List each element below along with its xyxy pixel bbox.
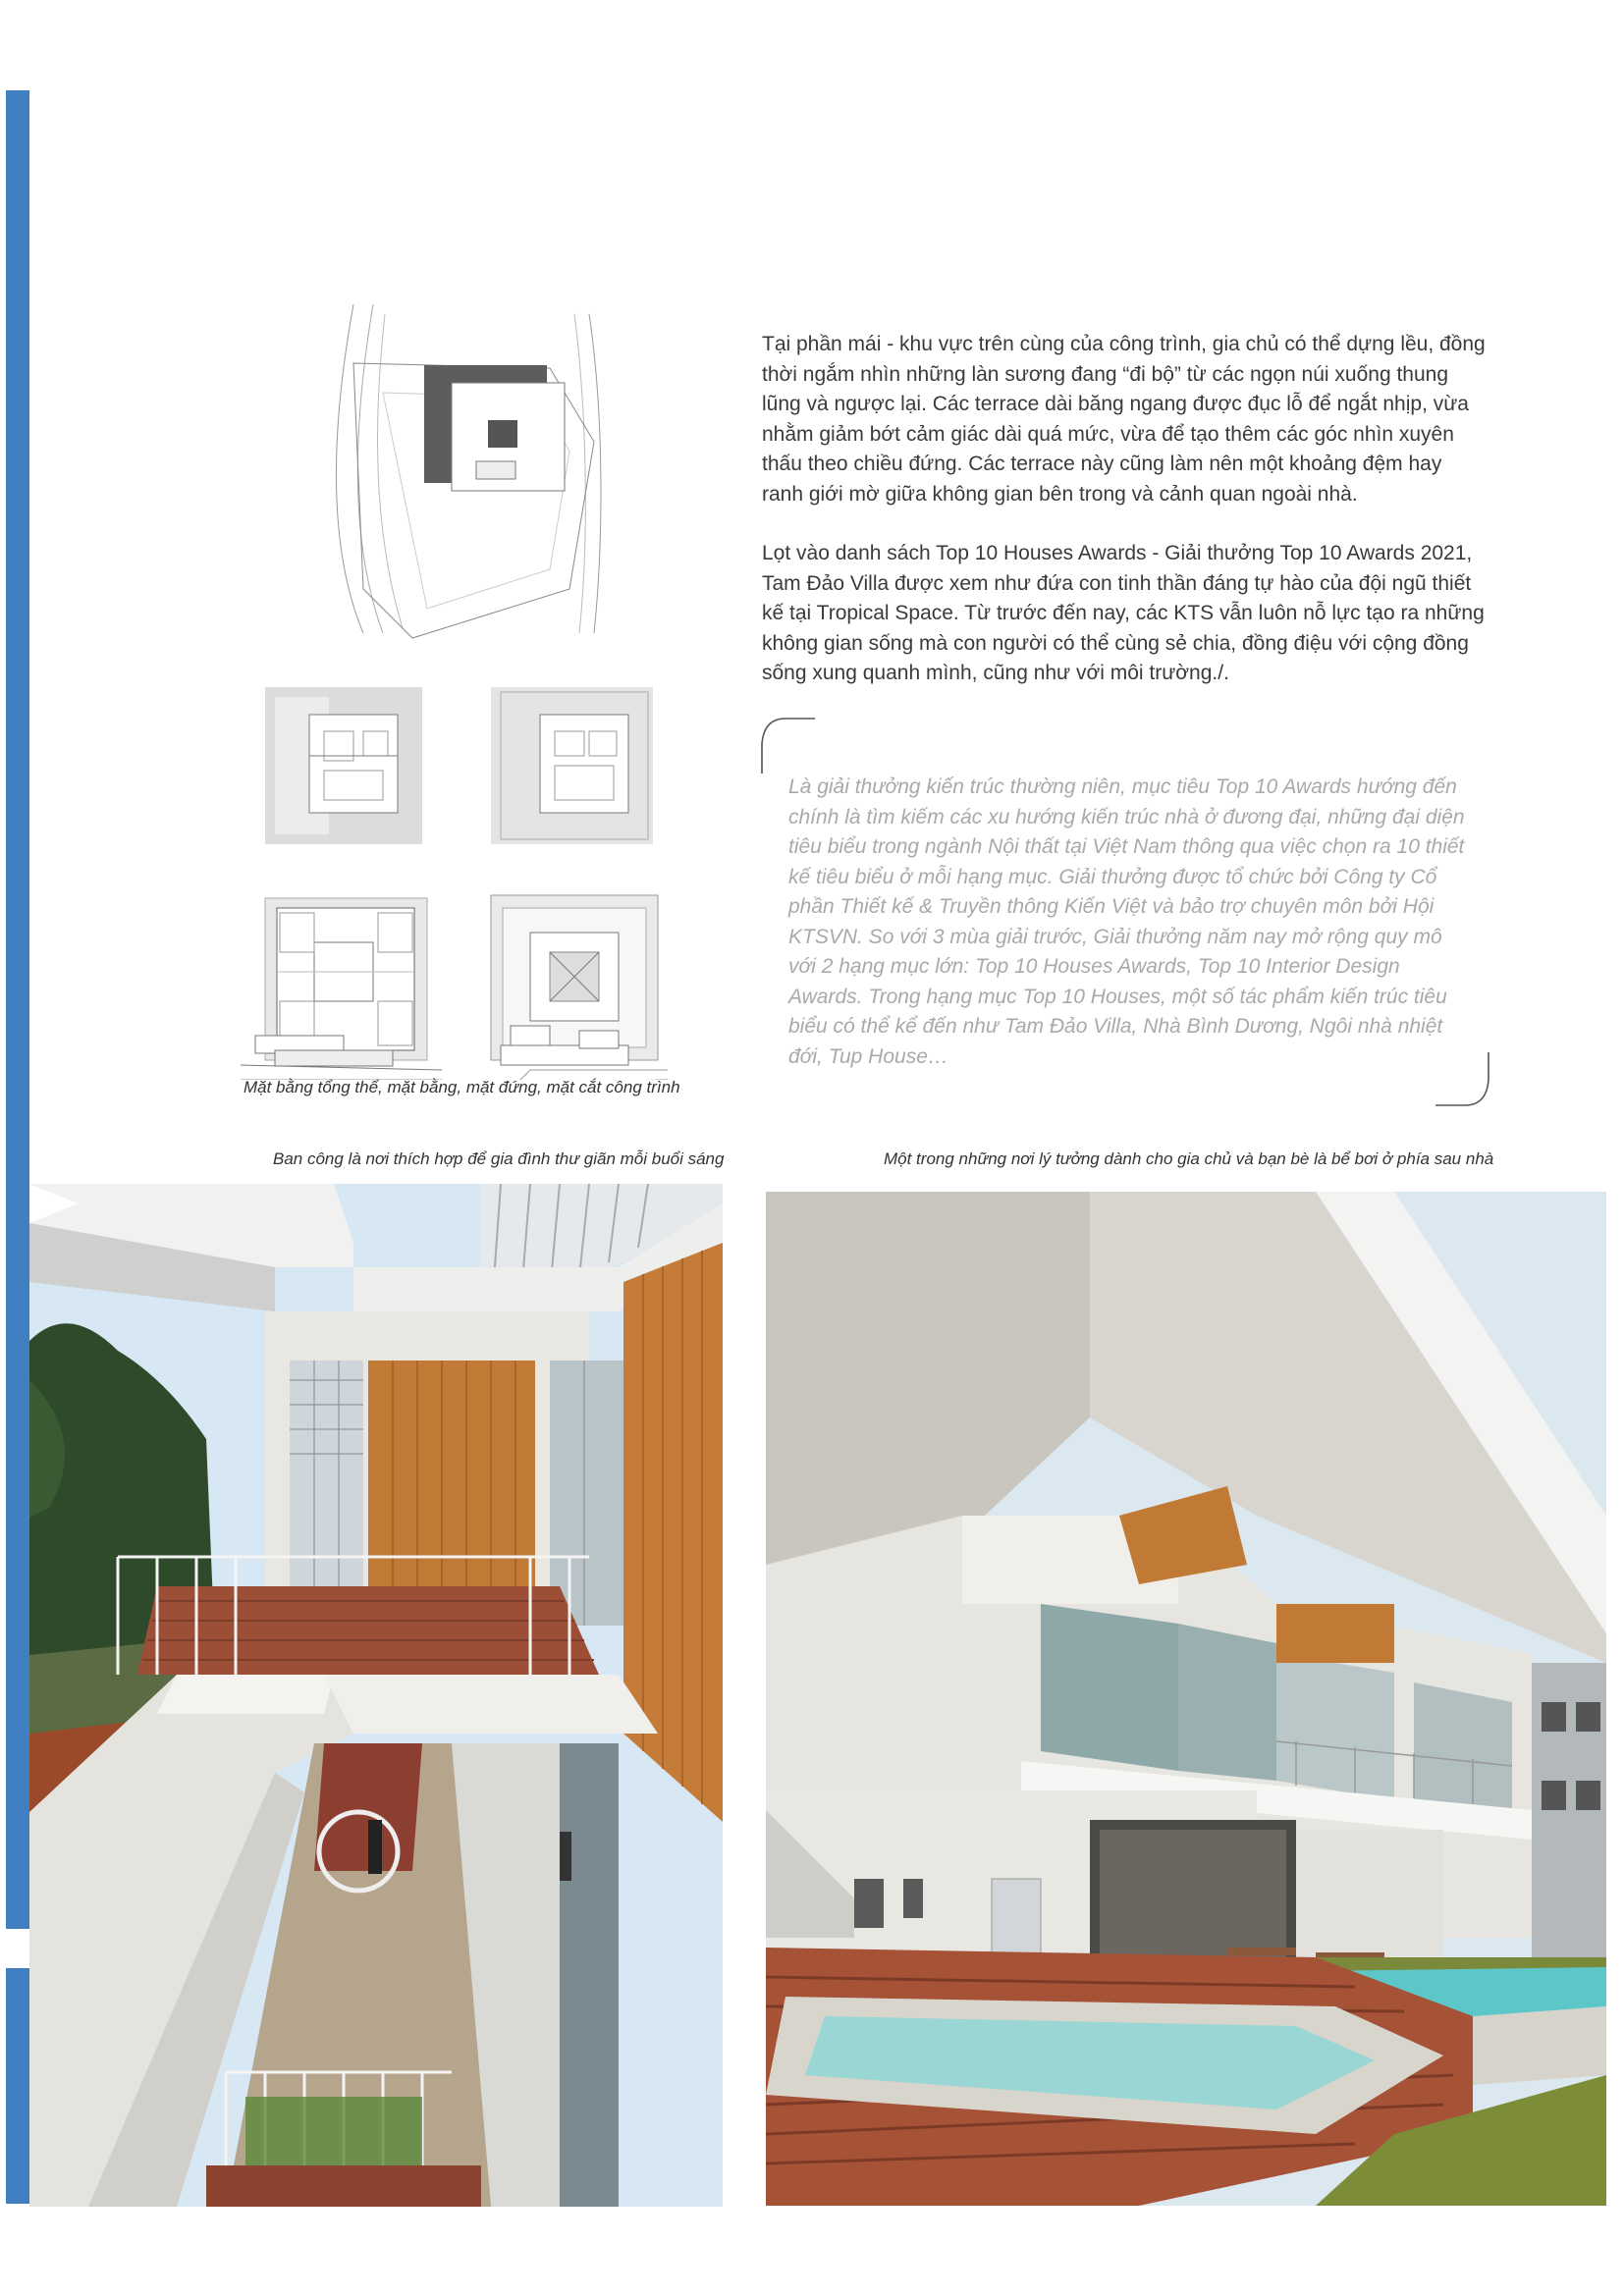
page-edge-color-bar — [6, 90, 29, 2204]
site-plan-drawing — [337, 304, 601, 638]
quote-box: Là giải thưởng kiến trúc thường niên, mục tiêu Top 10 Awards hướng đến chính là tìm kiếm các xu hướng kiến trúc nhà ở đương đại, những đại diện tiêu biểu trong ngành Nội thất tại Việt Nam thông qua việc chọn ra 10 thiết kế tiêu biểu ở mỗi hạng mục. Giải thưởng được tổ chức bởi Công ty Cổ phần Thiết kế & Truyền thông Kiến Việt và bảo trợ chuyên môn bởi Hội KTSVN. So với 3 mùa giải trước, Giải thưởng năm nay mở rộng quy mô với 2 hạng mục lớn: Top 10 Houses Awards, Top 10 Interior Design Awards. Trong hạng mục Top 10 Houses, một số tác phẩm kiến trúc tiêu biểu có thể kể đến như Tam Đảo Villa, Nhà Bình Dương, Ngôi nhà nhiệt đới, Tup House… — [788, 775, 1465, 1068]
balcony-photo — [29, 1184, 723, 2207]
caption-pool-photo: Một trong những nơi lý tưởng dành cho gia chủ và bạn bè là bể bơi ở phía sau nhà — [884, 1149, 1494, 1168]
article-paragraph-2: Lọt vào danh sách Top 10 Houses Awards - Giải thưởng Top 10 Awards 2021, Tam Đảo Villa được xem như đứa con tinh thần đáng tự hào của đội ngũ thiết kế tại Tropical Space. Từ trước đến nay, các KTS vẫn luôn nỗ lực tạo ra những không gian sống mà con người có thể cùng sẻ chia, đồng điệu với cộng đồng sống xung quanh mình, cũng như với môi trường./. — [762, 542, 1485, 684]
article-paragraph-1: Tại phần mái - khu vực trên cùng của công trình, gia chủ có thể dựng lều, đồng thời ngắm nhìn những làn sương đang “đi bộ” từ các ngọn núi xuống thung lũng và ngược lại. Các terrace dài băng ngang được đục lỗ để ngắt nhịp, vừa nhằm giảm bớt cảm giác dài quá mức, vừa để tạo thêm các góc nhìn xuyên thấu theo chiều đứng. Các terrace này cũng làm nên một khoảng đệm hay ranh giới mờ giữa không gian bên trong và cảnh quan ngoài nhà. — [762, 333, 1486, 506]
caption-balcony-photo: Ban công là nơi thích hợp để gia đình thư giãn mỗi buổi sáng — [273, 1149, 725, 1168]
caption-drawings: Mặt bằng tổng thể, mặt bằng, mặt đứng, mặt cắt công trình — [244, 1078, 680, 1096]
floor-plan-ground — [265, 687, 422, 844]
architectural-drawings — [216, 294, 707, 1080]
pool-photo — [766, 1192, 1606, 2206]
quote-close-mark — [1430, 1050, 1494, 1109]
floor-plan-first — [491, 687, 653, 844]
quote-open-mark — [756, 715, 819, 774]
edge-bar-gap — [0, 1929, 29, 1968]
